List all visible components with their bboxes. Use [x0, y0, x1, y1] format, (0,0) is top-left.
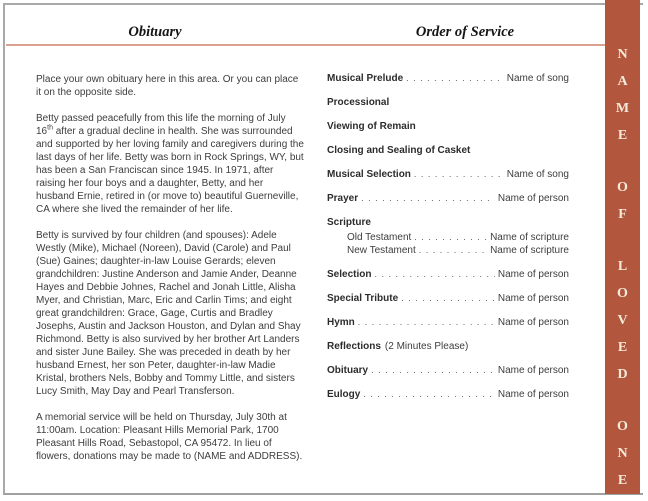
banner-letter: V — [617, 313, 628, 328]
service-item-note: (2 Minutes Please) — [384, 341, 469, 352]
service-item-eulogy — [327, 389, 569, 400]
service-item-value: Name of person — [497, 269, 569, 280]
service-item-label: Musical Prelude — [327, 73, 404, 84]
banner-letter: E — [617, 473, 628, 488]
service-item-label: Hymn — [327, 317, 355, 328]
service-item-label: Selection — [327, 269, 372, 280]
service-item-hymn — [327, 317, 569, 328]
banner-letter: M — [615, 101, 630, 116]
obituary-text-block — [36, 73, 304, 476]
service-subitem-value: Name of scripture — [490, 232, 569, 243]
dot-leader — [374, 269, 494, 279]
dot-leader — [414, 169, 504, 179]
banner-letter: E — [617, 340, 628, 355]
service-item-label: Prayer — [327, 193, 359, 204]
service-item-label: Musical Selection — [327, 169, 411, 180]
name-of-loved-one-banner — [605, 0, 640, 494]
obituary-text: Betty passed peacefully from this life the morning of July 16 — [36, 113, 286, 137]
service-item-musical-prelude — [327, 73, 569, 84]
banner-letter: N — [617, 446, 628, 461]
service-item-value: Name of song — [506, 169, 569, 180]
page-card — [3, 3, 643, 495]
service-item-musical-selection — [327, 169, 569, 180]
service-item-label: Closing and Sealing of Casket — [327, 145, 471, 156]
service-item-special-tribute — [327, 293, 569, 304]
service-item-prayer — [327, 193, 569, 204]
service-item-closing-and-sealing — [327, 145, 569, 156]
banner-letter: F — [618, 207, 627, 222]
service-subitem-label: Old Testament — [347, 232, 412, 243]
order-of-service-header: Order of Service — [415, 24, 515, 40]
dot-leader — [363, 389, 495, 399]
banner-letter: D — [617, 367, 628, 382]
service-item-obituary — [327, 365, 569, 376]
service-item-value: Name of person — [497, 365, 569, 376]
dot-leader — [358, 317, 495, 327]
obituary-paragraph — [36, 112, 304, 216]
service-item-selection — [327, 269, 569, 280]
dot-leader — [371, 365, 495, 375]
dot-leader — [406, 73, 504, 83]
service-subitem-new-testament — [327, 245, 569, 256]
service-item-scripture — [327, 217, 569, 228]
service-item-label: Eulogy — [327, 389, 361, 400]
service-item-label: Obituary — [327, 365, 369, 376]
banner-letter: O — [617, 180, 628, 195]
service-item-label: Scripture — [327, 217, 371, 228]
obituary-paragraph: A memorial service will be held on Thursday, July 30th at 11:00am. Location: Pleasant Hills Memorial Park, 1700 Pleasant Hills Road, Sebastopol, CA 95472. In lieu of flowers, donations may be made to (NAME and ADDRESS). — [36, 412, 303, 462]
dot-leader — [419, 245, 487, 255]
page-content — [5, 44, 643, 476]
service-item-value: Name of person — [497, 389, 569, 400]
banner-letter: O — [617, 286, 628, 301]
service-item-value: Name of person — [497, 293, 569, 304]
obituary-header: Obituary — [128, 24, 182, 40]
banner-letter: O — [617, 419, 628, 434]
banner-letter: N — [617, 47, 628, 62]
obituary-text: after a gradual decline in health. She was surrounded and supported by her loving family and caregivers during the last days of her life. Betty was born in Rock Springs, WY, but has been a San Franciscan since 1945. In 1971, after raising her four boys and a daughter, Betty, and her husband Ernie, retired in (or move to) beautiful Guerneville, CA where she lived the remainder of her life. — [36, 126, 304, 215]
service-item-reflections — [327, 341, 569, 352]
service-item-label: Processional — [327, 97, 390, 108]
service-subitem-value: Name of scripture — [490, 245, 569, 256]
header-divider-rule — [6, 44, 606, 46]
header-row — [5, 5, 643, 44]
service-item-value: Name of person — [497, 317, 569, 328]
service-item-processional — [327, 97, 569, 108]
service-item-label: Special Tribute — [327, 293, 399, 304]
banner-letter: L — [617, 259, 628, 274]
service-item-viewing-of-remain — [327, 121, 569, 132]
service-item-value: Name of person — [497, 193, 569, 204]
dot-leader — [361, 193, 495, 203]
service-item-label: Reflections — [327, 341, 381, 352]
order-of-service-list — [327, 73, 569, 476]
ordinal-superscript: th — [47, 124, 53, 132]
obituary-paragraph: Betty is survived by four children (and spouses): Adele Westly (Mike), Michael (Noreen), David (Carole) and Paul (Sue) Gaines; daughter-in-law Louise Gerards; eleven grandchildren: Justine Anderson and Jamie Ander, Deanne Hayes and Debbie Johnes, Rachel and Jonah Little, Alisha Myer, and Christian, Marc, Eric and Carlin Tims; and eight great grandchildren: Grace, Gage, Curtis and Bradley Josephs, Austin and Jackson Houston, and Dylan and Shay Richmond. Betty is also survived by her brother Art Landers and sister June Bailey. She was preceded in death by her husband Ernest, her son Peter, daughter-in-law Madie Kristal, brothers Nels, Bobby and Tommy Little, and sisters Lucy Smith, May Day and Pearl Transferson. — [36, 230, 301, 397]
banner-letter: A — [617, 74, 628, 89]
banner-letter: E — [617, 128, 628, 143]
service-item-label: Viewing of Remain — [327, 121, 416, 132]
dot-leader — [414, 232, 487, 242]
dot-leader — [401, 293, 495, 303]
obituary-paragraph: Place your own obituary here in this area. Or you can place it on the opposite side. — [36, 74, 299, 98]
service-item-value: Name of song — [506, 73, 569, 84]
service-subitem-old-testament — [327, 232, 569, 243]
service-subitem-label: New Testament — [347, 245, 416, 256]
